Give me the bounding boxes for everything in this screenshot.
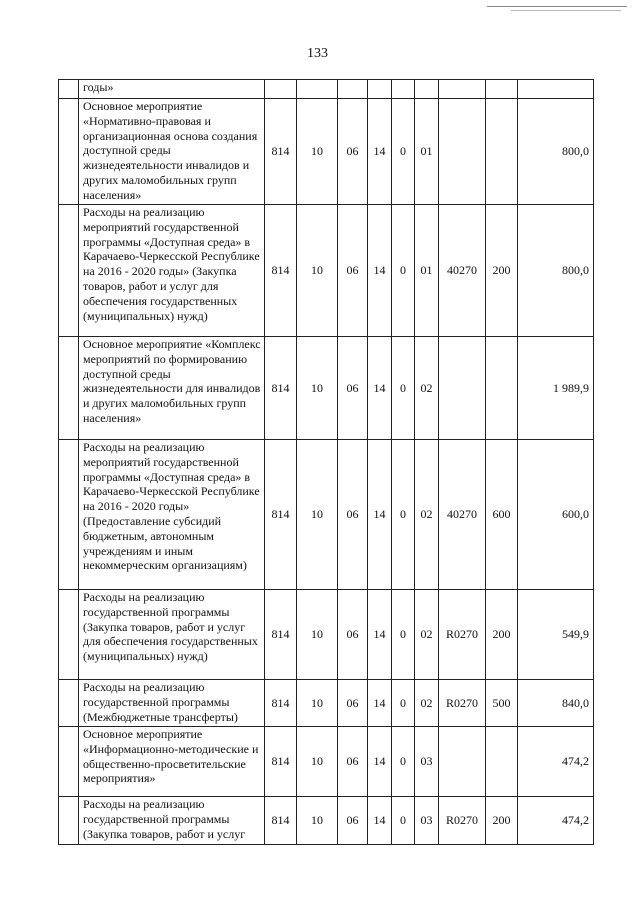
amount-cell: 840,0 — [518, 680, 594, 727]
expense-direction-cell: 40270 — [439, 440, 486, 590]
row-name-cell: Расходы на реализацию государственной программы (Закупка товаров, работ и услуг для обеспечения государственных (муниципальных) нужд) — [79, 590, 265, 680]
subsection-code-cell: 06 — [338, 797, 368, 845]
subprogram-code-cell: 0 — [392, 590, 415, 680]
subprogram-code-cell: 0 — [392, 337, 415, 440]
expense-direction-cell: 40270 — [439, 205, 486, 337]
subsection-code-cell: 06 — [338, 337, 368, 440]
section-code-cell: 10 — [297, 797, 338, 845]
row-name-cell: Основное мероприятие «Информационно-методические и общественно-просветительские мероприятия» — [79, 727, 265, 797]
amount-cell: 549,9 — [518, 590, 594, 680]
row-number-cell — [59, 727, 79, 797]
scan-edge-line — [487, 6, 627, 7]
event-code-cell: 01 — [415, 99, 439, 205]
table-row — [59, 99, 594, 205]
row-name-cell: Расходы на реализацию государственной программы (Закупка товаров, работ и услуг — [79, 797, 265, 845]
subprogram-code-cell — [392, 80, 415, 99]
budget-table — [58, 79, 594, 845]
expense-type-cell: 600 — [486, 440, 518, 590]
ministry-code-cell: 814 — [265, 797, 297, 845]
amount-cell: 800,0 — [518, 99, 594, 205]
row-name-cell: Основное мероприятие «Нормативно-правовая и организационная основа создания доступной среды жизнедеятельности инвалидов и других маломобильных групп населения» — [79, 99, 265, 205]
subprogram-code-cell: 0 — [392, 205, 415, 337]
row-number-cell — [59, 99, 79, 205]
expense-direction-cell — [439, 337, 486, 440]
program-code-cell: 14 — [368, 727, 392, 797]
section-code-cell: 10 — [297, 205, 338, 337]
subsection-code-cell: 06 — [338, 205, 368, 337]
event-code-cell: 03 — [415, 797, 439, 845]
amount-cell: 1 989,9 — [518, 337, 594, 440]
row-name-cell: Расходы на реализацию мероприятий государственной программы «Доступная среда» в Карачаево-Черкесской Республике на 2016 - 2020 годы» (Предоставление субсидий бюджетным, автономным учреждениям и иным некоммерческим организациям) — [79, 440, 265, 590]
expense-type-cell — [486, 337, 518, 440]
expense-direction-cell — [439, 80, 486, 99]
amount-cell: 600,0 — [518, 440, 594, 590]
row-name-cell: Расходы на реализацию мероприятий государственной программы «Доступная среда» в Карачаево-Черкесской Республике на 2016 - 2020 годы» (Закупка товаров, работ и услуг для обеспечения государственных (муниципальных) нужд) — [79, 205, 265, 337]
section-code-cell: 10 — [297, 440, 338, 590]
subsection-code-cell — [338, 80, 368, 99]
expense-direction-cell — [439, 99, 486, 205]
section-code-cell: 10 — [297, 590, 338, 680]
page-number: 133 — [307, 46, 328, 61]
expense-direction-cell — [439, 727, 486, 797]
ministry-code-cell: 814 — [265, 590, 297, 680]
event-code-cell — [415, 80, 439, 99]
row-name-cell: годы» — [79, 80, 265, 99]
subsection-code-cell: 06 — [338, 680, 368, 727]
expense-type-cell: 500 — [486, 680, 518, 727]
subprogram-code-cell: 0 — [392, 727, 415, 797]
amount-cell — [518, 80, 594, 99]
subprogram-code-cell: 0 — [392, 797, 415, 845]
scan-edge-line — [511, 10, 621, 11]
ministry-code-cell: 814 — [265, 337, 297, 440]
program-code-cell: 14 — [368, 680, 392, 727]
expense-type-cell: 200 — [486, 205, 518, 337]
expense-type-cell — [486, 80, 518, 99]
table-row — [59, 205, 594, 337]
row-number-cell — [59, 590, 79, 680]
table-row — [59, 590, 594, 680]
subsection-code-cell: 06 — [338, 99, 368, 205]
expense-type-cell — [486, 99, 518, 205]
subprogram-code-cell: 0 — [392, 440, 415, 590]
row-number-cell — [59, 205, 79, 337]
program-code-cell: 14 — [368, 337, 392, 440]
subsection-code-cell: 06 — [338, 440, 368, 590]
row-name-cell: Расходы на реализацию государственной программы (Межбюджетные трансферты) — [79, 680, 265, 727]
program-code-cell: 14 — [368, 99, 392, 205]
event-code-cell: 03 — [415, 727, 439, 797]
row-name-cell: Основное мероприятие «Комплекс мероприятий по формированию доступной среды жизнедеятельности для инвалидов и других маломобильных групп населения» — [79, 337, 265, 440]
row-number-cell — [59, 80, 79, 99]
section-code-cell: 10 — [297, 99, 338, 205]
program-code-cell: 14 — [368, 590, 392, 680]
table-body — [59, 80, 594, 845]
amount-cell: 474,2 — [518, 797, 594, 845]
event-code-cell: 02 — [415, 680, 439, 727]
row-number-cell — [59, 440, 79, 590]
table-row — [59, 440, 594, 590]
table-row — [59, 80, 594, 99]
section-code-cell — [297, 80, 338, 99]
amount-cell: 474,2 — [518, 727, 594, 797]
subprogram-code-cell: 0 — [392, 99, 415, 205]
table-row — [59, 680, 594, 727]
table-row — [59, 727, 594, 797]
section-code-cell: 10 — [297, 680, 338, 727]
expense-direction-cell: R0270 — [439, 797, 486, 845]
ministry-code-cell: 814 — [265, 205, 297, 337]
program-code-cell: 14 — [368, 205, 392, 337]
row-number-cell — [59, 680, 79, 727]
expense-direction-cell: R0270 — [439, 590, 486, 680]
subprogram-code-cell: 0 — [392, 680, 415, 727]
expense-type-cell: 200 — [486, 590, 518, 680]
expense-type-cell — [486, 727, 518, 797]
expense-type-cell: 200 — [486, 797, 518, 845]
subsection-code-cell: 06 — [338, 727, 368, 797]
row-number-cell — [59, 797, 79, 845]
event-code-cell: 01 — [415, 205, 439, 337]
section-code-cell: 10 — [297, 337, 338, 440]
expense-direction-cell: R0270 — [439, 680, 486, 727]
event-code-cell: 02 — [415, 337, 439, 440]
section-code-cell: 10 — [297, 727, 338, 797]
amount-cell: 800,0 — [518, 205, 594, 337]
event-code-cell: 02 — [415, 590, 439, 680]
program-code-cell: 14 — [368, 797, 392, 845]
ministry-code-cell: 814 — [265, 727, 297, 797]
ministry-code-cell: 814 — [265, 99, 297, 205]
ministry-code-cell — [265, 80, 297, 99]
ministry-code-cell: 814 — [265, 440, 297, 590]
row-number-cell — [59, 337, 79, 440]
table-row — [59, 797, 594, 845]
ministry-code-cell: 814 — [265, 680, 297, 727]
program-code-cell — [368, 80, 392, 99]
subsection-code-cell: 06 — [338, 590, 368, 680]
program-code-cell: 14 — [368, 440, 392, 590]
event-code-cell: 02 — [415, 440, 439, 590]
table-row — [59, 337, 594, 440]
